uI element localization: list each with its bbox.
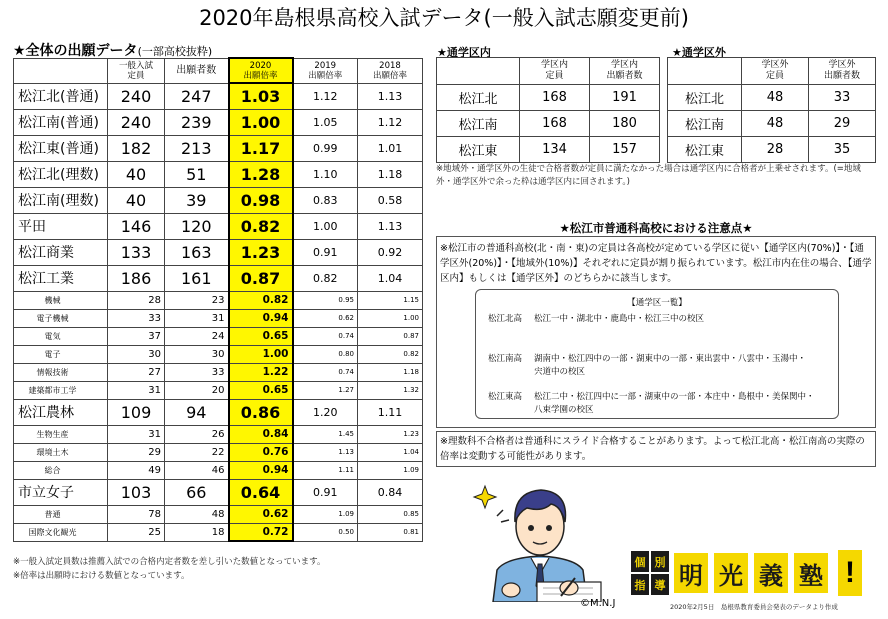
quota-cell: 49 — [108, 461, 165, 479]
header-school — [668, 58, 742, 85]
ratio-2018-cell: 1.11 — [358, 399, 423, 425]
district-school: 松江北高 — [488, 314, 523, 324]
table-row — [14, 443, 423, 461]
district-list-title: 【通学区一覧】 — [627, 298, 687, 308]
main-heading-sub: (一部高校抜粋) — [137, 45, 213, 58]
applicants-cell: 31 — [165, 309, 229, 327]
quota-cell: 134 — [520, 137, 590, 163]
ratio-2018-cell: 0.85 — [358, 505, 423, 523]
applicants-cell: 239 — [165, 109, 229, 135]
logo-name-char: 義 — [754, 553, 788, 593]
ratio-2018-cell: 1.12 — [358, 109, 423, 135]
header-outside-applicants: 学区外 出願者数 — [809, 58, 876, 85]
applicants-cell: 26 — [165, 425, 229, 443]
quota-cell: 186 — [108, 265, 165, 291]
school-name-cell: 機械 — [14, 291, 108, 309]
ratio-2020-cell: 0.94 — [229, 309, 293, 327]
applicants-cell: 191 — [590, 85, 660, 111]
applicants-cell: 33 — [165, 363, 229, 381]
applicants-cell: 23 — [165, 291, 229, 309]
applicants-cell: 20 — [165, 381, 229, 399]
quota-cell: 31 — [108, 425, 165, 443]
school-name-cell: 市立女子 — [14, 479, 108, 505]
ratio-2018-cell: 1.09 — [358, 461, 423, 479]
school-name-cell: 松江東 — [668, 137, 742, 163]
ratio-2020-cell: 0.98 — [229, 187, 293, 213]
ratio-2018-cell: 1.04 — [358, 265, 423, 291]
quota-cell: 168 — [520, 85, 590, 111]
school-name-cell: 松江東 — [437, 137, 520, 163]
ratio-2018-cell: 1.13 — [358, 83, 423, 109]
application-table — [13, 57, 423, 542]
ratio-2020-cell: 1.03 — [229, 83, 293, 109]
quota-cell: 240 — [108, 83, 165, 109]
school-name-cell: 国際文化観光 — [14, 523, 108, 541]
ratio-2018-cell: 0.58 — [358, 187, 423, 213]
science-note: ※理数科不合格者は普通科にスライド合格することがあります。よって松江北高・松江南高の実際の倍率は変動する可能性があります。 — [440, 436, 865, 462]
school-name-cell: 生物生産 — [14, 425, 108, 443]
table-header-row — [14, 58, 423, 83]
ratio-2020-cell: 0.84 — [229, 425, 293, 443]
quota-cell: 29 — [108, 443, 165, 461]
school-name-cell: 環境土木 — [14, 443, 108, 461]
applicants-cell: 180 — [590, 111, 660, 137]
quota-cell: 182 — [108, 135, 165, 161]
ratio-2019-cell: 0.50 — [293, 523, 358, 541]
ratio-2018-cell: 1.32 — [358, 381, 423, 399]
school-name-cell: 松江商業 — [14, 239, 108, 265]
applicants-cell: 33 — [809, 85, 876, 111]
school-name-cell: 松江北(理数) — [14, 161, 108, 187]
logo-exclamation-icon: ! — [838, 550, 862, 596]
ratio-2019-cell: 0.95 — [293, 291, 358, 309]
ratio-2019-cell: 0.91 — [293, 239, 358, 265]
ratio-2019-cell: 1.20 — [293, 399, 358, 425]
quota-cell: 31 — [108, 381, 165, 399]
ratio-2018-cell: 0.81 — [358, 523, 423, 541]
copyright: ©M.N.J — [580, 598, 616, 609]
quota-cell: 103 — [108, 479, 165, 505]
footnote-ratio: ※倍率は出願時における数値となっています。 — [13, 571, 190, 581]
table-row — [14, 161, 423, 187]
logo-name-char: 塾 — [794, 553, 828, 593]
ratio-2020-cell: 0.65 — [229, 327, 293, 345]
applicants-cell: 163 — [165, 239, 229, 265]
table-row — [437, 85, 660, 111]
district-area: 湖南中・松江四中の一部・湖東中の一部・東出雲中・八雲中・玉湯中・ — [534, 354, 807, 364]
main-heading-text: ★全体の出願データ — [13, 43, 138, 59]
ratio-2019-cell: 0.83 — [293, 187, 358, 213]
student-illustration — [465, 478, 615, 602]
applicants-cell: 39 — [165, 187, 229, 213]
ratio-2019-cell: 1.00 — [293, 213, 358, 239]
ratio-2020-cell: 0.62 — [229, 505, 293, 523]
ratio-2020-cell: 0.82 — [229, 213, 293, 239]
applicants-cell: 35 — [809, 137, 876, 163]
quota-cell: 133 — [108, 239, 165, 265]
ratio-2018-cell: 1.00 — [358, 309, 423, 327]
logo-side — [630, 550, 670, 596]
table-row — [668, 111, 876, 137]
table-row — [14, 187, 423, 213]
district-note: ※地域外・通学区外の生徒で合格者数が定員に満たなかった場合は通学区内に合格者が上乗せされます。(=地域外・通学区外で余った枠は通学区内に回されます。) — [436, 164, 861, 187]
table-row — [14, 345, 423, 363]
table-row — [14, 213, 423, 239]
applicants-cell: 161 — [165, 265, 229, 291]
applicants-cell: 46 — [165, 461, 229, 479]
ratio-2020-cell: 1.23 — [229, 239, 293, 265]
ratio-2020-cell: 1.17 — [229, 135, 293, 161]
table-row — [14, 291, 423, 309]
school-name-cell: 松江南(理数) — [14, 187, 108, 213]
ratio-2020-cell: 0.65 — [229, 381, 293, 399]
applicants-cell: 18 — [165, 523, 229, 541]
quota-cell: 40 — [108, 187, 165, 213]
quota-cell: 37 — [108, 327, 165, 345]
applicants-cell: 120 — [165, 213, 229, 239]
ratio-2020-cell: 0.87 — [229, 265, 293, 291]
header-2018: 2018 出願倍率 — [358, 58, 423, 83]
ratio-2019-cell: 1.12 — [293, 83, 358, 109]
quota-cell: 168 — [520, 111, 590, 137]
school-name-cell: 松江南 — [668, 111, 742, 137]
ratio-2019-cell: 1.13 — [293, 443, 358, 461]
school-name-cell: 松江東(普通) — [14, 135, 108, 161]
caution-text: ※松江市の普通科高校(北・南・東)の定員は各高校が定めている学区に従い【通学区内(70%)】・【通学区外(20%)】・【地域外(10%)】それぞれに定員が割り振られています。松江市内在住の場合、【通学区内】もしくは【通学区外】のどちらかに該当します。 — [440, 243, 872, 284]
school-name-cell: 普通 — [14, 505, 108, 523]
quota-cell: 78 — [108, 505, 165, 523]
table-row — [14, 479, 423, 505]
table-row — [14, 309, 423, 327]
school-name-cell: 電子 — [14, 345, 108, 363]
school-name-cell: 松江工業 — [14, 265, 108, 291]
applicants-cell: 157 — [590, 137, 660, 163]
ratio-2020-cell: 1.00 — [229, 345, 293, 363]
ratio-2018-cell: 0.84 — [358, 479, 423, 505]
ratio-2018-cell: 1.13 — [358, 213, 423, 239]
quota-cell: 146 — [108, 213, 165, 239]
table-row — [14, 265, 423, 291]
logo-name-char: 明 — [674, 553, 708, 593]
logo-side-char: 別 — [650, 550, 670, 573]
applicants-cell: 94 — [165, 399, 229, 425]
school-name-cell: 松江北 — [437, 85, 520, 111]
applicants-cell: 30 — [165, 345, 229, 363]
table-row — [668, 85, 876, 111]
quota-cell: 25 — [108, 523, 165, 541]
table-row — [437, 111, 660, 137]
quota-cell: 27 — [108, 363, 165, 381]
ratio-2020-cell: 0.64 — [229, 479, 293, 505]
quota-cell: 240 — [108, 109, 165, 135]
table-row — [14, 399, 423, 425]
ratio-2019-cell: 1.27 — [293, 381, 358, 399]
ratio-2019-cell: 1.11 — [293, 461, 358, 479]
table-row — [668, 137, 876, 163]
header-school — [437, 58, 520, 85]
ratio-2018-cell: 1.04 — [358, 443, 423, 461]
table-row — [14, 109, 423, 135]
table-row — [14, 461, 423, 479]
quota-cell: 40 — [108, 161, 165, 187]
school-name-cell: 松江農林 — [14, 399, 108, 425]
source-note: 2020年2月5日 島根県教育委員会発表のデータより作成 — [670, 603, 838, 611]
applicants-cell: 213 — [165, 135, 229, 161]
table-row — [14, 327, 423, 345]
header-2020: 2020 出願倍率 — [229, 58, 293, 83]
outside-heading: ★通学区外 — [672, 46, 726, 59]
table-header-row — [668, 58, 876, 85]
sparkle-icon — [474, 486, 496, 508]
ratio-2019-cell: 0.74 — [293, 327, 358, 345]
table-row — [14, 425, 423, 443]
ratio-2020-cell: 1.28 — [229, 161, 293, 187]
quota-cell: 48 — [742, 85, 809, 111]
ratio-2020-cell: 0.86 — [229, 399, 293, 425]
quota-cell: 28 — [108, 291, 165, 309]
ratio-2019-cell: 0.82 — [293, 265, 358, 291]
quota-cell: 109 — [108, 399, 165, 425]
table-row — [14, 363, 423, 381]
school-logo — [630, 550, 860, 596]
table-row — [14, 505, 423, 523]
inside-table — [436, 57, 660, 163]
logo-side-char: 指 — [630, 573, 650, 596]
district-area: 松江一中・湖北中・鹿島中・松江三中の校区 — [534, 314, 705, 324]
ratio-2019-cell: 1.05 — [293, 109, 358, 135]
logo-side-char: 導 — [650, 573, 670, 596]
applicants-cell: 51 — [165, 161, 229, 187]
ratio-2019-cell: 1.09 — [293, 505, 358, 523]
ratio-2019-cell: 0.80 — [293, 345, 358, 363]
quota-cell: 30 — [108, 345, 165, 363]
table-row — [14, 239, 423, 265]
school-name-cell: 電気 — [14, 327, 108, 345]
school-name-cell: 松江南(普通) — [14, 109, 108, 135]
ratio-2018-cell: 1.18 — [358, 363, 423, 381]
ratio-2018-cell: 0.82 — [358, 345, 423, 363]
outside-table — [667, 57, 876, 163]
table-row — [14, 83, 423, 109]
table-row — [437, 137, 660, 163]
header-quota: 一般入試 定員 — [108, 58, 165, 83]
header-applicants: 出願者数 — [165, 58, 229, 83]
logo-name-char: 光 — [714, 553, 748, 593]
quota-cell: 48 — [742, 111, 809, 137]
quota-cell: 33 — [108, 309, 165, 327]
ratio-2018-cell: 0.92 — [358, 239, 423, 265]
ratio-2020-cell: 0.76 — [229, 443, 293, 461]
school-name-cell: 建築都市工学 — [14, 381, 108, 399]
ratio-2019-cell: 0.62 — [293, 309, 358, 327]
header-2019: 2019 出願倍率 — [293, 58, 358, 83]
header-school — [14, 58, 108, 83]
applicants-cell: 24 — [165, 327, 229, 345]
table-row — [14, 523, 423, 541]
science-note-box — [436, 431, 876, 467]
header-inside-applicants: 学区内 出願者数 — [590, 58, 660, 85]
school-name-cell: 電子機械 — [14, 309, 108, 327]
ratio-2020-cell: 0.82 — [229, 291, 293, 309]
ratio-2020-cell: 1.00 — [229, 109, 293, 135]
ratio-2018-cell: 1.01 — [358, 135, 423, 161]
caution-box — [436, 236, 876, 428]
page-title: 2020年島根県高校入試データ(一般入試志願変更前) — [199, 6, 689, 30]
school-name-cell: 松江南 — [437, 111, 520, 137]
table-row — [14, 381, 423, 399]
school-name-cell: 松江北 — [668, 85, 742, 111]
applicants-cell: 247 — [165, 83, 229, 109]
ratio-2018-cell: 1.15 — [358, 291, 423, 309]
quota-cell: 28 — [742, 137, 809, 163]
header-outside-quota: 学区外 定員 — [742, 58, 809, 85]
applicants-cell: 29 — [809, 111, 876, 137]
school-name-cell: 情報技術 — [14, 363, 108, 381]
school-name-cell: 平田 — [14, 213, 108, 239]
district-area: 八束学園の校区 — [534, 405, 594, 415]
footnote-quota: ※一般入試定員数は推薦入試での合格内定者数を差し引いた数値となっています。 — [13, 557, 326, 567]
district-school: 松江南高 — [488, 354, 523, 364]
district-list-box — [475, 289, 839, 419]
header-inside-quota: 学区内 定員 — [520, 58, 590, 85]
district-area: 松江二中・松江四中に一部・湖東中の一部・本庄中・島根中・美保関中・ — [534, 392, 815, 402]
district-school: 松江東高 — [488, 392, 523, 402]
ratio-2018-cell: 0.87 — [358, 327, 423, 345]
ratio-2019-cell: 0.74 — [293, 363, 358, 381]
applicants-cell: 48 — [165, 505, 229, 523]
caution-heading: ★松江市普通科高校における注意点★ — [559, 221, 753, 235]
school-name-cell: 総合 — [14, 461, 108, 479]
table-row — [14, 135, 423, 161]
table-header-row — [437, 58, 660, 85]
school-name-cell: 松江北(普通) — [14, 83, 108, 109]
ratio-2020-cell: 1.22 — [229, 363, 293, 381]
ratio-2018-cell: 1.18 — [358, 161, 423, 187]
applicants-cell: 22 — [165, 443, 229, 461]
ratio-2019-cell: 0.91 — [293, 479, 358, 505]
ratio-2019-cell: 1.45 — [293, 425, 358, 443]
district-area: 宍道中の校区 — [534, 367, 586, 377]
ratio-2018-cell: 1.23 — [358, 425, 423, 443]
applicants-cell: 66 — [165, 479, 229, 505]
ratio-2020-cell: 0.94 — [229, 461, 293, 479]
ratio-2020-cell: 0.72 — [229, 523, 293, 541]
ratio-2019-cell: 0.99 — [293, 135, 358, 161]
inside-heading: ★通学区内 — [437, 46, 491, 59]
logo-side-char: 個 — [630, 550, 650, 573]
ratio-2019-cell: 1.10 — [293, 161, 358, 187]
